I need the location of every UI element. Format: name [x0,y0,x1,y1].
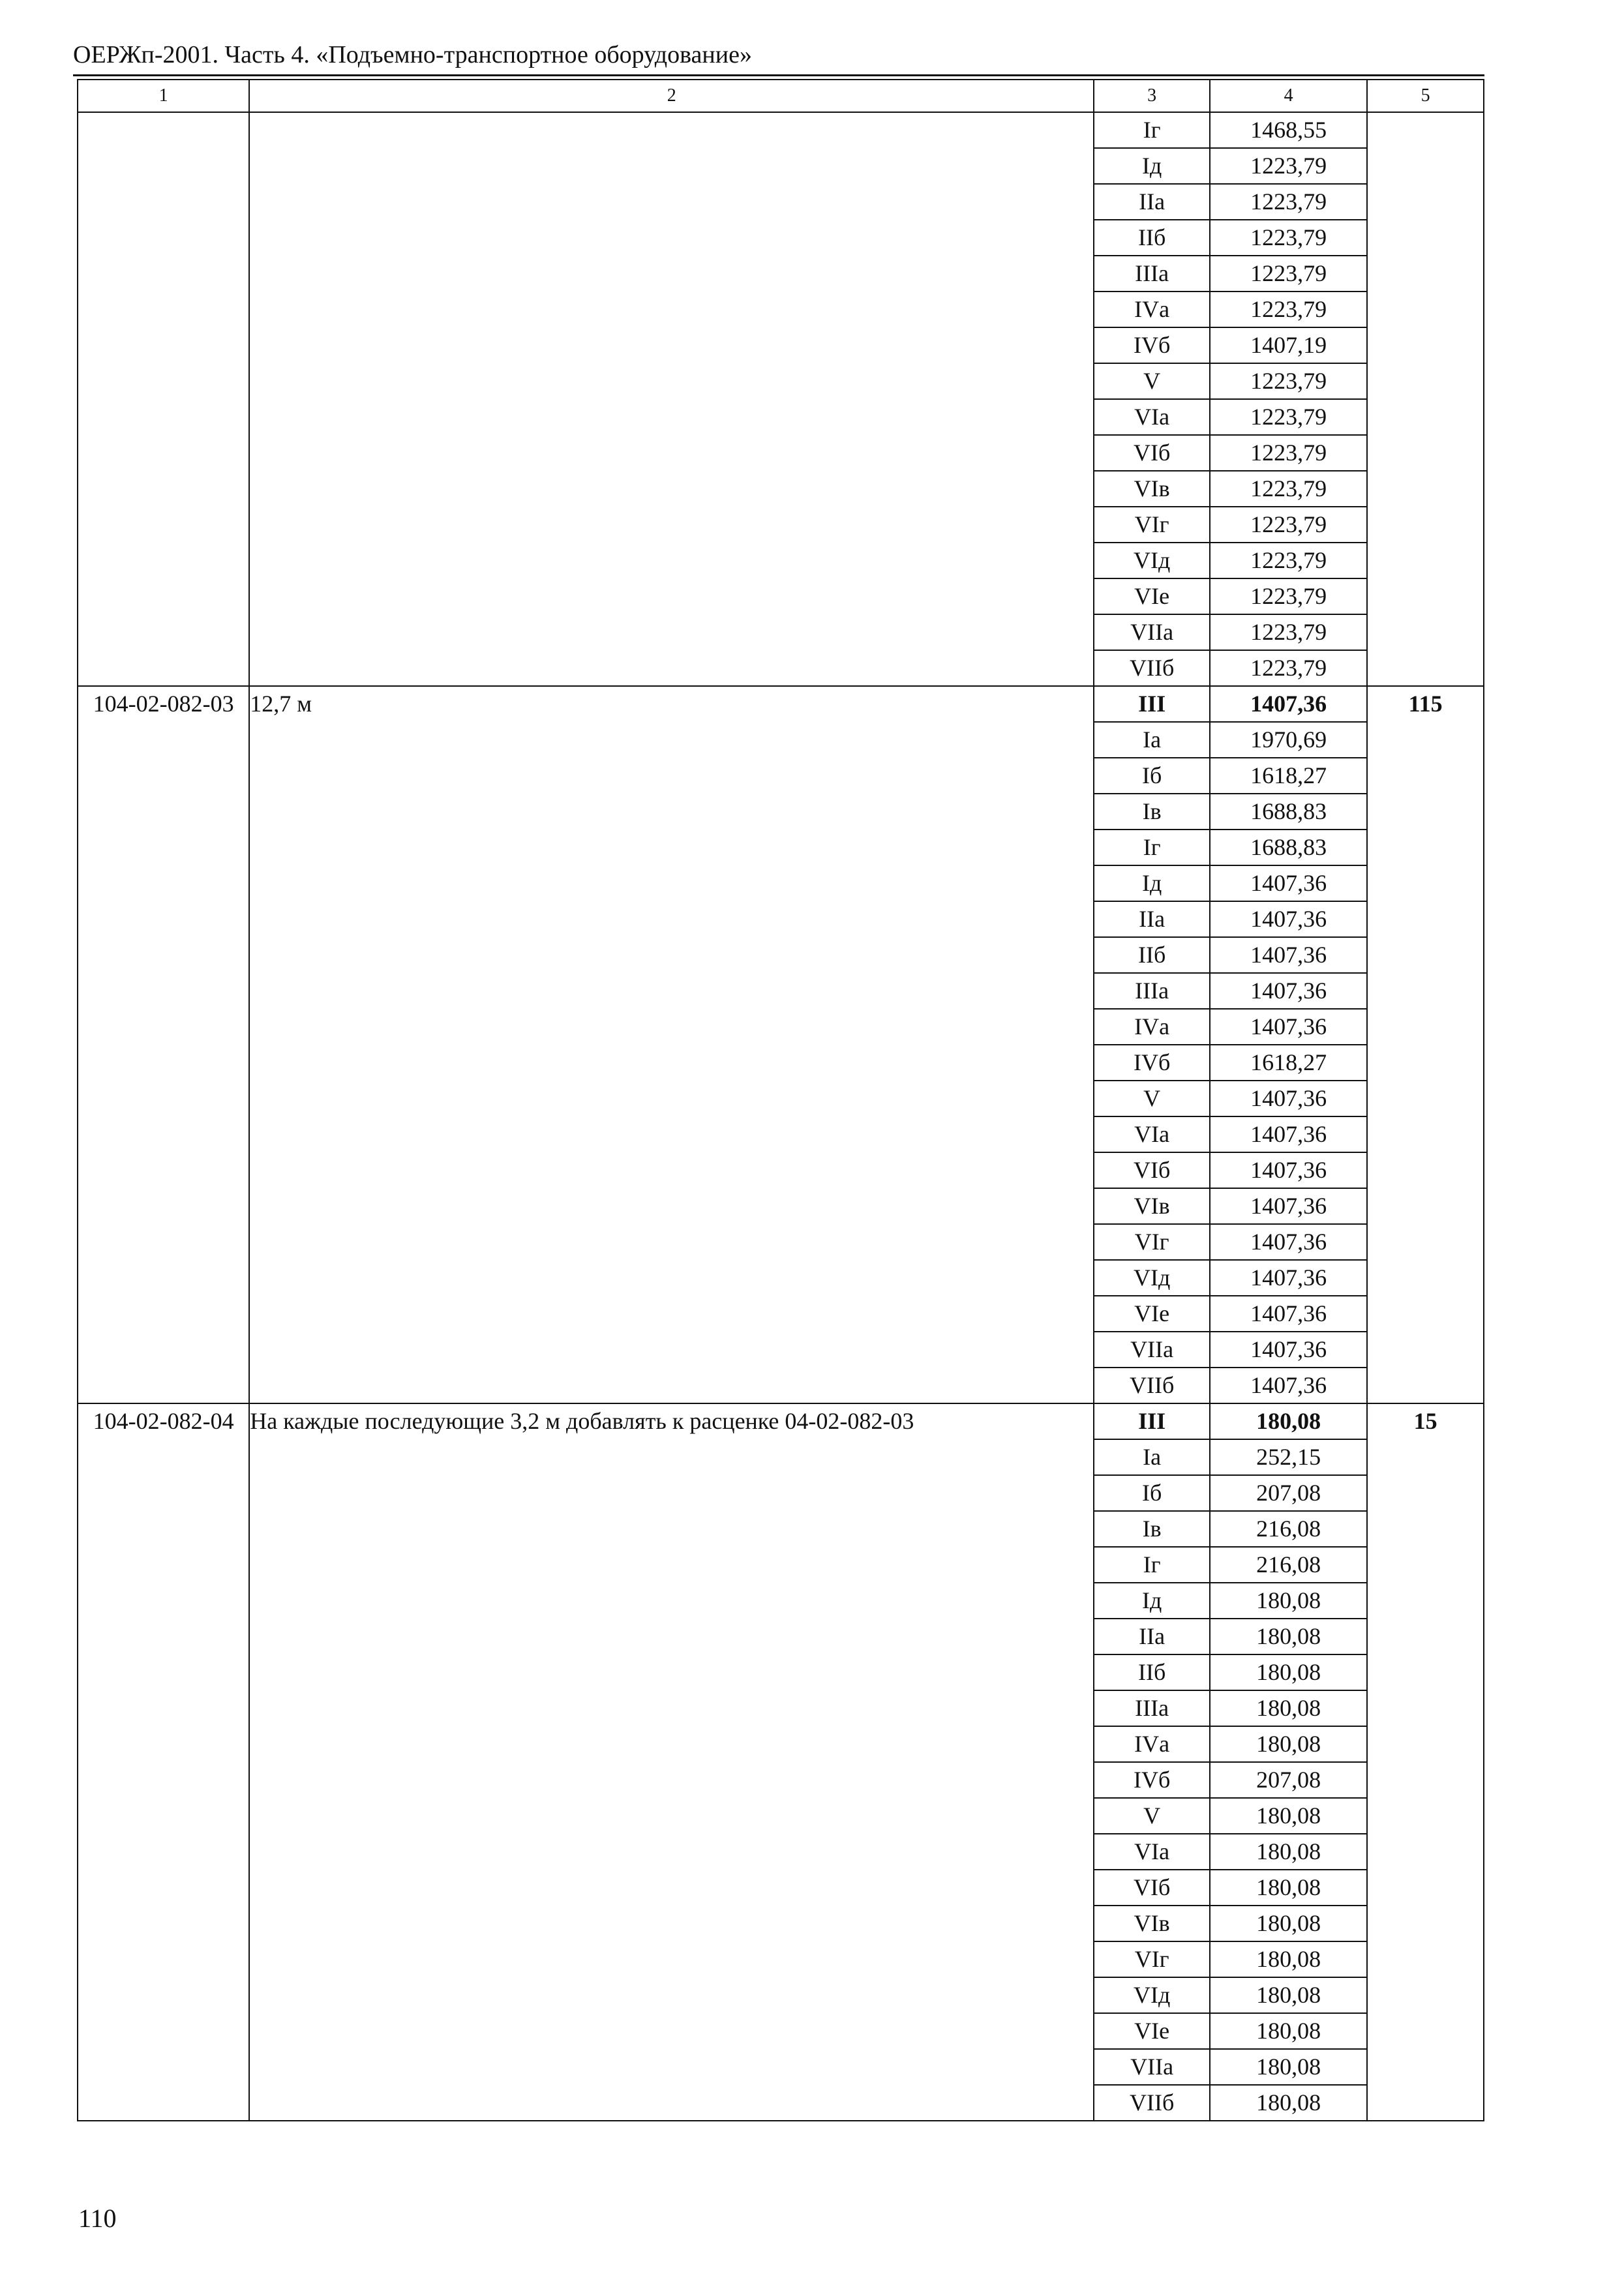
price-cell: 180,08 [1210,1726,1367,1762]
price-cell: 207,08 [1210,1475,1367,1511]
zone-cell: VIа [1094,1834,1210,1870]
zone-cell: V [1094,1798,1210,1834]
zone-cell: IIб [1094,220,1210,256]
price-cell: 180,08 [1210,1798,1367,1834]
price-cell: 180,08 [1210,2049,1367,2085]
column-header: 5 [1367,80,1484,112]
price-cell: 1407,36 [1210,865,1367,901]
zone-cell: IVа [1094,1726,1210,1762]
price-cell: 1970,69 [1210,722,1367,758]
zone-cell: VIв [1094,1906,1210,1941]
zone-cell: IVб [1094,1762,1210,1798]
zone-cell: VIа [1094,399,1210,435]
rate-code: 104-02-082-04 [78,1403,249,2121]
zone-cell: Iб [1094,1475,1210,1511]
price-cell: 1407,36 [1210,686,1367,722]
price-cell: 1407,36 [1210,1116,1367,1152]
column-header: 2 [249,80,1094,112]
zone-cell: IIIа [1094,1690,1210,1726]
zone-cell: VIIа [1094,2049,1210,2085]
price-cell: 180,08 [1210,1583,1367,1619]
price-cell: 1618,27 [1210,758,1367,794]
price-cell: 1407,19 [1210,327,1367,363]
zone-cell: IVа [1094,292,1210,327]
zone-cell: VIб [1094,435,1210,471]
zone-cell: IIб [1094,937,1210,973]
zone-cell: IIб [1094,1654,1210,1690]
column-header: 4 [1210,80,1367,112]
price-cell: 1688,83 [1210,830,1367,865]
rate-description: 12,7 м [249,686,1094,1403]
price-cell: 180,08 [1210,1870,1367,1906]
rate-description: На каждые последующие 3,2 м добавлять к расценке 04-02-082-03 [249,1403,1094,2121]
price-cell: 1407,36 [1210,1188,1367,1224]
zone-cell: IVа [1094,1009,1210,1045]
zone-cell: Iд [1094,1583,1210,1619]
price-cell: 1223,79 [1210,399,1367,435]
price-cell: 1407,36 [1210,1260,1367,1296]
zone-cell: Iг [1094,112,1210,148]
price-cell: 180,08 [1210,1941,1367,1977]
price-cell: 180,08 [1210,1906,1367,1941]
price-cell: 207,08 [1210,1762,1367,1798]
column-header: 3 [1094,80,1210,112]
zone-cell: VIIб [1094,2085,1210,2121]
price-cell: 216,08 [1210,1547,1367,1583]
zone-cell: VIе [1094,2013,1210,2049]
zone-cell: IVб [1094,327,1210,363]
zone-cell: Iд [1094,148,1210,184]
price-cell: 1223,79 [1210,650,1367,686]
rate-code: 104-02-082-03 [78,686,249,1403]
zone-cell: IIIа [1094,256,1210,292]
table-row [78,1403,1484,1439]
zone-cell: IIа [1094,184,1210,220]
zone-cell: IIа [1094,1619,1210,1654]
price-cell: 1223,79 [1210,220,1367,256]
price-cell: 1407,36 [1210,1368,1367,1403]
price-cell: 180,08 [1210,2085,1367,2121]
price-cell: 1223,79 [1210,578,1367,614]
zone-cell: VIг [1094,507,1210,543]
zone-cell: VIд [1094,543,1210,578]
zone-cell: Iа [1094,1439,1210,1475]
zone-cell: V [1094,363,1210,399]
price-cell: 1407,36 [1210,973,1367,1009]
price-cell: 1407,36 [1210,1224,1367,1260]
zone-cell: Iа [1094,722,1210,758]
zone-cell: Iб [1094,758,1210,794]
zone-cell: VIб [1094,1152,1210,1188]
zone-cell: IIIа [1094,973,1210,1009]
price-cell: 1223,79 [1210,507,1367,543]
price-cell: 1223,79 [1210,292,1367,327]
price-cell: 180,08 [1210,2013,1367,2049]
price-cell: 1223,79 [1210,471,1367,507]
percent-cell [1367,112,1484,686]
price-cell: 1407,36 [1210,1081,1367,1116]
zone-cell: Iд [1094,865,1210,901]
zone-cell: VIе [1094,1296,1210,1332]
table-row [78,112,1484,148]
zone-cell: Iв [1094,1511,1210,1547]
zone-cell: IIа [1094,901,1210,937]
price-cell: 180,08 [1210,1834,1367,1870]
zone-cell: VIг [1094,1224,1210,1260]
zone-cell: IVб [1094,1045,1210,1081]
price-cell: 1223,79 [1210,184,1367,220]
price-cell: 1223,79 [1210,256,1367,292]
price-cell: 1407,36 [1210,901,1367,937]
zone-cell: VIе [1094,578,1210,614]
price-cell: 180,08 [1210,1977,1367,2013]
price-cell: 180,08 [1210,1654,1367,1690]
price-cell: 1407,36 [1210,1296,1367,1332]
zone-cell: VIIа [1094,614,1210,650]
price-cell: 1223,79 [1210,614,1367,650]
price-cell: 180,08 [1210,1690,1367,1726]
price-cell: 1688,83 [1210,794,1367,830]
price-cell: 1407,36 [1210,937,1367,973]
zone-cell: VIв [1094,471,1210,507]
price-cell: 1618,27 [1210,1045,1367,1081]
price-cell: 180,08 [1210,1619,1367,1654]
rate-description [249,112,1094,686]
zone-cell: VIд [1094,1977,1210,2013]
zone-cell: Iг [1094,1547,1210,1583]
zone-cell: III [1094,1403,1210,1439]
zone-cell: VIIб [1094,650,1210,686]
price-cell: 1407,36 [1210,1152,1367,1188]
rates-table [77,79,1484,2121]
price-cell: 1223,79 [1210,435,1367,471]
zone-cell: Iв [1094,794,1210,830]
zone-cell: Iг [1094,830,1210,865]
zone-cell: VIв [1094,1188,1210,1224]
rates-table-body [78,112,1484,2121]
price-cell: 180,08 [1210,1403,1367,1439]
percent-cell: 15 [1367,1403,1484,2121]
zone-cell: VIб [1094,1870,1210,1906]
price-cell: 1407,36 [1210,1009,1367,1045]
zone-cell: VIг [1094,1941,1210,1977]
zone-cell: VIа [1094,1116,1210,1152]
percent-cell: 115 [1367,686,1484,1403]
zone-cell: III [1094,686,1210,722]
price-cell: 1223,79 [1210,363,1367,399]
price-cell: 252,15 [1210,1439,1367,1475]
price-cell: 1468,55 [1210,112,1367,148]
zone-cell: V [1094,1081,1210,1116]
price-cell: 216,08 [1210,1511,1367,1547]
column-header: 1 [78,80,249,112]
zone-cell: VIд [1094,1260,1210,1296]
table-row [78,686,1484,722]
header-divider [73,74,1484,76]
page-number: 110 [78,2204,117,2233]
zone-cell: VIIб [1094,1368,1210,1403]
zone-cell: VIIа [1094,1332,1210,1368]
rate-code [78,112,249,686]
price-cell: 1223,79 [1210,543,1367,578]
price-cell: 1223,79 [1210,148,1367,184]
price-cell: 1407,36 [1210,1332,1367,1368]
page-header-title: ОЕРЖп-2001. Часть 4. «Подъемно-транспортное оборудование» [73,41,752,68]
column-number-row [78,80,1484,112]
